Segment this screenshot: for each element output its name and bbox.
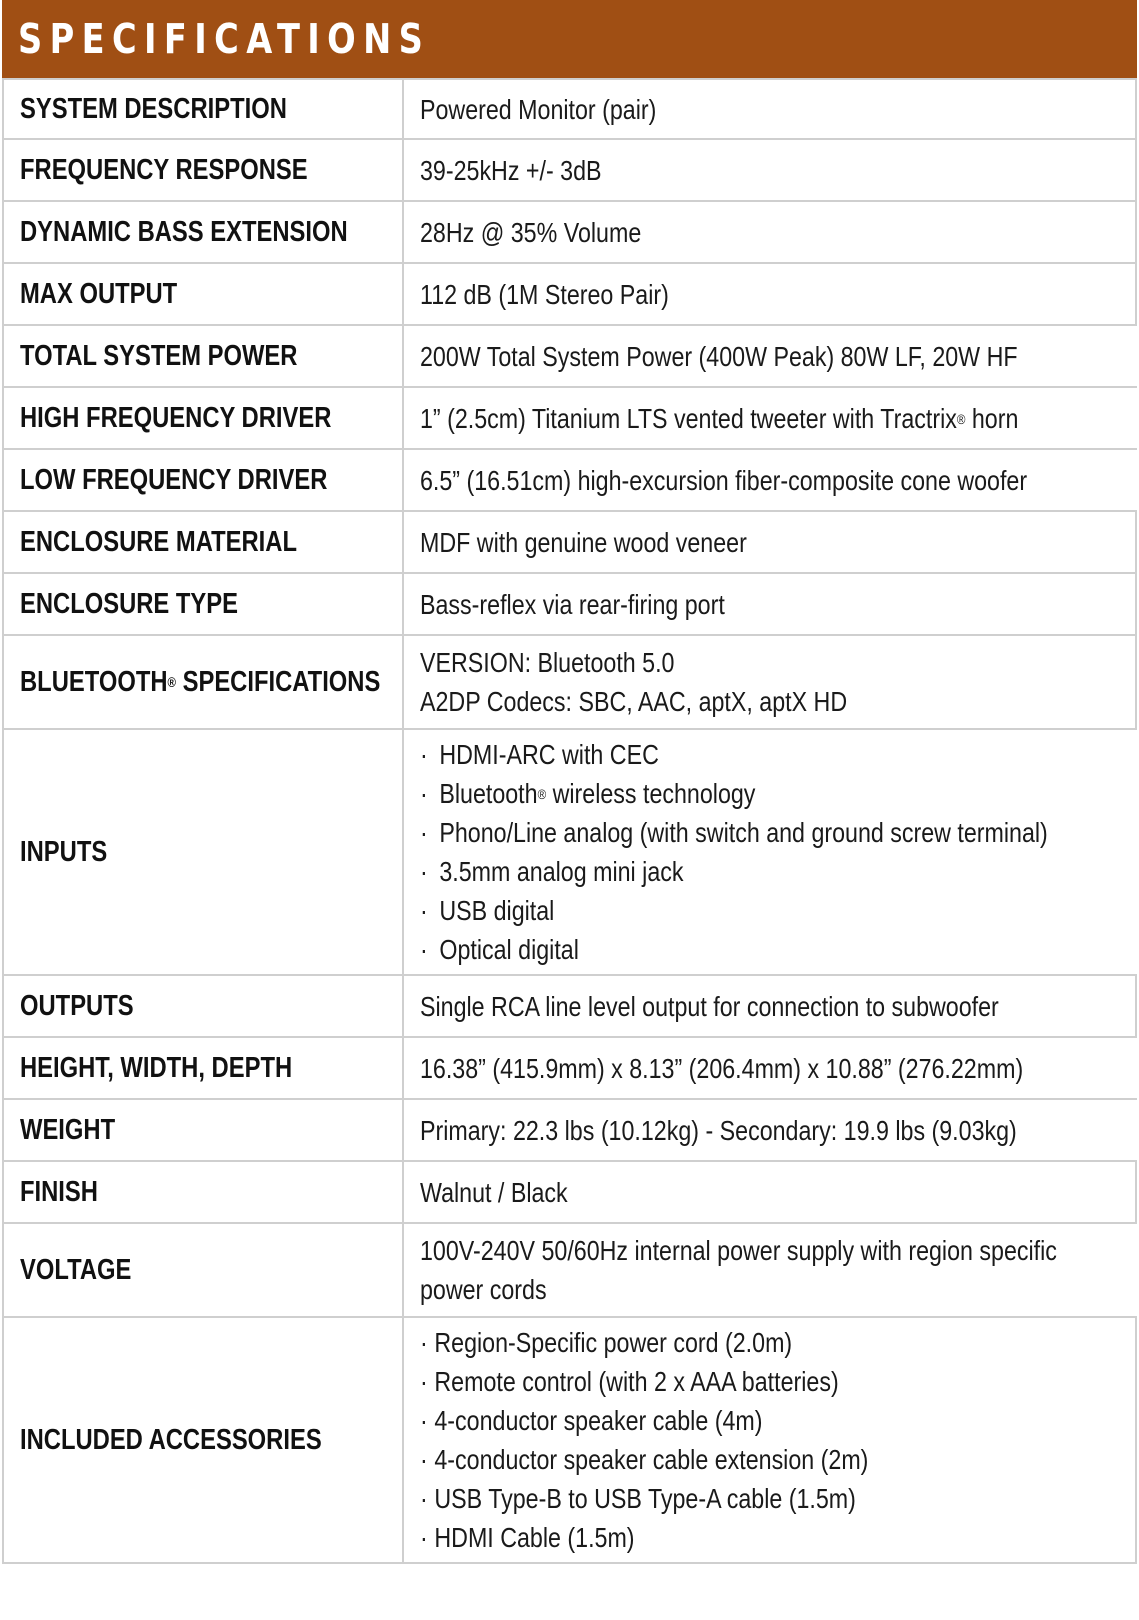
- spec-row-low-frequency-driver: [2, 450, 1137, 512]
- spec-bullet-item: [420, 1362, 1013, 1401]
- spec-value-text: power cords: [420, 1274, 547, 1305]
- spec-label-cell: [2, 80, 404, 138]
- spec-label: TOTAL SYSTEM POWER: [20, 339, 298, 372]
- spec-value-cell: [404, 1100, 1139, 1160]
- spec-label: ENCLOSURE TYPE: [20, 587, 239, 620]
- spec-row-inputs: [2, 730, 1137, 976]
- spec-label-cell: [2, 1224, 404, 1316]
- spec-value-line: [420, 1111, 1017, 1150]
- bullet-dot-icon: ·: [420, 1327, 428, 1358]
- spec-value-line: [420, 1270, 1057, 1309]
- page-title: SPECIFICATIONS: [18, 15, 431, 63]
- spec-value-line: [420, 1231, 1057, 1270]
- spec-value-cell: [404, 636, 1137, 728]
- spec-value-line: [420, 643, 1013, 682]
- spec-value-cell: [404, 80, 1137, 138]
- spec-value-text: 3.5mm analog mini jack: [439, 856, 684, 887]
- spec-value-line: [420, 1173, 1013, 1212]
- spec-value-line: [420, 461, 1027, 500]
- spec-value-text: Primary: 22.3 lbs (10.12kg) - Secondary: 19.9 lbs (9.03kg): [420, 1114, 1017, 1146]
- spec-label: VOLTAGE: [20, 1253, 132, 1286]
- spec-value-line: [420, 987, 1013, 1026]
- spec-label: WEIGHT: [20, 1113, 116, 1146]
- spec-row-system-description: [2, 78, 1137, 140]
- spec-label-cell: [2, 976, 404, 1036]
- spec-value-text: 4-conductor speaker cable extension (2m): [434, 1444, 869, 1475]
- spec-value-text: 28Hz @ 35% Volume: [420, 216, 642, 248]
- spec-value-text: 200W Total System Power (400W Peak) 80W LF, 20W HF: [420, 340, 1018, 372]
- spec-row-total-system-power: [2, 326, 1137, 388]
- spec-row-height-width-depth: [2, 1038, 1137, 1100]
- spec-value-line: [420, 90, 1013, 129]
- spec-value-text: A2DP Codecs: SBC, AAC, aptX, aptX HD: [420, 686, 848, 717]
- spec-label-cell: [2, 264, 404, 324]
- spec-label-cell: [2, 1100, 404, 1160]
- spec-value-line: [420, 585, 1013, 624]
- spec-label-cell: [2, 1162, 404, 1222]
- spec-value-text: USB digital: [439, 895, 555, 926]
- spec-value-cell: [404, 202, 1137, 262]
- spec-value-text: HDMI-ARC with CEC: [439, 739, 659, 770]
- spec-value-text: 1” (2.5cm) Titanium LTS vented tweeter with Tractrix® horn: [420, 402, 1019, 434]
- spec-label-cell: [2, 450, 404, 510]
- spec-row-high-frequency-driver: [2, 388, 1137, 450]
- spec-value-text: Remote control (with 2 x AAA batteries): [434, 1366, 839, 1397]
- spec-bullet-item: [420, 813, 1048, 852]
- spec-label-cell: [2, 1318, 404, 1562]
- spec-value-cell: [404, 388, 1139, 448]
- spec-value-cell: [404, 574, 1137, 634]
- bullet-dot-icon: ·: [420, 1444, 428, 1475]
- spec-value-text: Bluetooth® wireless technology: [439, 778, 756, 809]
- spec-row-dynamic-bass-extension: [2, 202, 1137, 264]
- spec-label-cell: [2, 1038, 404, 1098]
- spec-row-outputs: [2, 976, 1137, 1038]
- spec-label: FINISH: [20, 1175, 98, 1208]
- spec-bullet-item: [420, 1323, 1013, 1362]
- spec-value-text: 100V-240V 50/60Hz internal power supply with region specific: [420, 1235, 1057, 1266]
- spec-label: OUTPUTS: [20, 989, 134, 1022]
- spec-value-text: MDF with genuine wood veneer: [420, 526, 747, 558]
- spec-label: MAX OUTPUT: [20, 277, 178, 310]
- spec-value-line: [420, 1049, 1023, 1088]
- spec-label: ENCLOSURE MATERIAL: [20, 525, 297, 558]
- spec-label: BLUETOOTH® SPECIFICATIONS: [20, 665, 381, 698]
- spec-value-cell: [404, 140, 1137, 200]
- spec-table: [2, 78, 1137, 1564]
- spec-label: SYSTEM DESCRIPTION: [20, 92, 287, 125]
- spec-label-cell: [2, 512, 404, 572]
- spec-value-line: [420, 275, 1013, 314]
- spec-value-cell: [404, 450, 1139, 510]
- spec-value-cell: [404, 1224, 1139, 1316]
- spec-value-line: [420, 523, 1013, 562]
- spec-row-enclosure-type: [2, 574, 1137, 636]
- spec-bullet-item: [420, 891, 1048, 930]
- spec-value-line: [420, 399, 1018, 438]
- spec-bullet-item: [420, 1401, 1013, 1440]
- spec-value-cell: [404, 976, 1137, 1036]
- spec-bullet-item: [420, 1440, 1013, 1479]
- spec-value-text: Bass-reflex via rear-firing port: [420, 588, 725, 620]
- spec-label: INCLUDED ACCESSORIES: [20, 1423, 322, 1456]
- spec-row-included-accessories: [2, 1318, 1137, 1564]
- spec-value-cell: [404, 512, 1137, 572]
- spec-value-text: Phono/Line analog (with switch and ground screw terminal): [439, 817, 1048, 848]
- spec-row-weight: [2, 1100, 1137, 1162]
- spec-value-cell: [404, 1162, 1137, 1222]
- spec-label: LOW FREQUENCY DRIVER: [20, 463, 328, 496]
- spec-row-frequency-response: [2, 140, 1137, 202]
- spec-row-voltage: [2, 1224, 1137, 1318]
- spec-value-text: 6.5” (16.51cm) high-excursion fiber-composite cone woofer: [420, 464, 1028, 496]
- spec-value-text: Powered Monitor (pair): [420, 93, 657, 125]
- spec-header-bar: [2, 0, 1137, 78]
- spec-value-text: Region-Specific power cord (2.0m): [434, 1327, 793, 1358]
- spec-value-text: 112 dB (1M Stereo Pair): [420, 278, 669, 310]
- spec-label: FREQUENCY RESPONSE: [20, 153, 308, 186]
- spec-bullet-item: [420, 1479, 1013, 1518]
- spec-bullet-item: [420, 735, 1048, 774]
- bullet-dot-icon: ·: [420, 895, 428, 926]
- bullet-dot-icon: ·: [420, 817, 428, 848]
- spec-value-line: [420, 337, 1018, 376]
- spec-value-cell: [404, 264, 1137, 324]
- spec-value-text: Single RCA line level output for connection to subwoofer: [420, 990, 999, 1022]
- spec-row-max-output: [2, 264, 1137, 326]
- spec-value-line: [420, 151, 1013, 190]
- spec-value-text: Optical digital: [439, 934, 579, 965]
- spec-value-cell: [404, 326, 1139, 386]
- spec-label-cell: [2, 202, 404, 262]
- spec-bullet-item: [420, 852, 1048, 891]
- spec-value-text: 4-conductor speaker cable (4m): [434, 1405, 763, 1436]
- spec-row-enclosure-material: [2, 512, 1137, 574]
- spec-value-text: 16.38” (415.9mm) x 8.13” (206.4mm) x 10.88” (276.22mm): [420, 1052, 1024, 1084]
- spec-value-cell: [404, 1038, 1139, 1098]
- spec-label-cell: [2, 140, 404, 200]
- spec-value-line: [420, 213, 1013, 252]
- spec-row-finish: [2, 1162, 1137, 1224]
- spec-value-text: USB Type-B to USB Type-A cable (1.5m): [434, 1483, 856, 1514]
- spec-label-cell: [2, 636, 404, 728]
- spec-value-text: HDMI Cable (1.5m): [434, 1522, 635, 1553]
- spec-bullet-item: [420, 1518, 1013, 1557]
- bullet-dot-icon: ·: [420, 856, 428, 887]
- spec-value-line: [420, 682, 1013, 721]
- bullet-dot-icon: ·: [420, 739, 428, 770]
- bullet-dot-icon: ·: [420, 1405, 428, 1436]
- spec-label: HIGH FREQUENCY DRIVER: [20, 401, 332, 434]
- spec-label: DYNAMIC BASS EXTENSION: [20, 215, 348, 248]
- spec-label: HEIGHT, WIDTH, DEPTH: [20, 1051, 293, 1084]
- spec-value-cell: [404, 1318, 1137, 1562]
- bullet-dot-icon: ·: [420, 1522, 428, 1553]
- spec-bullet-item: [420, 930, 1048, 969]
- bullet-dot-icon: ·: [420, 1366, 428, 1397]
- spec-label: INPUTS: [20, 835, 108, 868]
- spec-value-text: VERSION: Bluetooth 5.0: [420, 647, 675, 678]
- spec-label-cell: [2, 388, 404, 448]
- spec-value-text: 39-25kHz +/- 3dB: [420, 154, 602, 186]
- spec-value-cell: [404, 730, 1139, 974]
- spec-label-cell: [2, 326, 404, 386]
- bullet-dot-icon: ·: [420, 1483, 428, 1514]
- spec-label-cell: [2, 730, 404, 974]
- spec-label-cell: [2, 574, 404, 634]
- spec-value-text: Walnut / Black: [420, 1176, 568, 1208]
- bullet-dot-icon: ·: [420, 934, 428, 965]
- bullet-dot-icon: ·: [420, 778, 428, 809]
- spec-row-bluetooth-specifications: [2, 636, 1137, 730]
- spec-bullet-item: [420, 774, 1048, 813]
